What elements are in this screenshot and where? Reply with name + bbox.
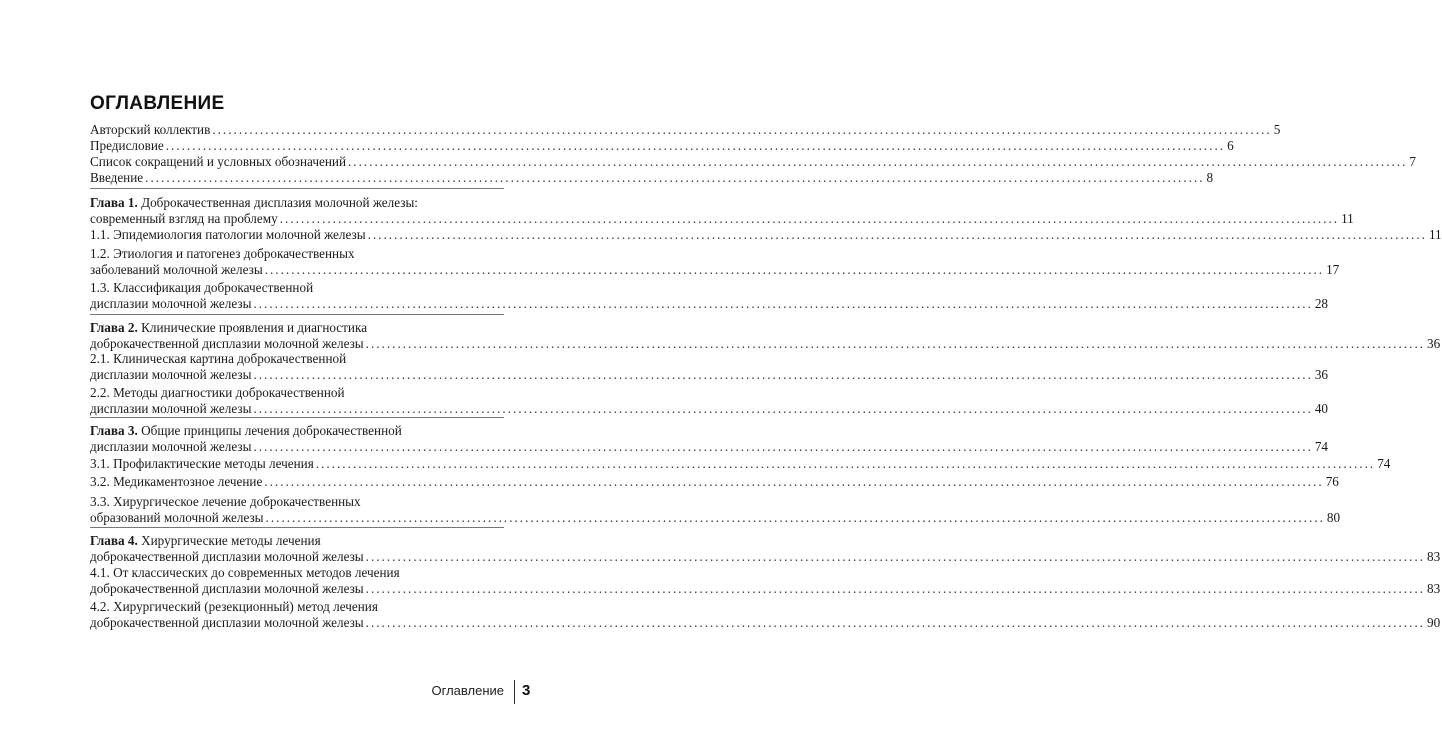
divider bbox=[90, 314, 504, 315]
page-ref: 11 bbox=[1428, 227, 1442, 242]
page-ref: 28 bbox=[1314, 296, 1328, 311]
page-ref: 5 bbox=[1273, 122, 1281, 137]
toc-section-3-2[interactable]: 3.2. Медикаментозное лечение ........................................................................................................................................................................................................ 76 bbox=[90, 474, 1339, 489]
chapter-label: Глава 3. bbox=[90, 423, 138, 438]
leader-dots: ........................................................................................................................................................................................................ bbox=[365, 549, 1426, 564]
page-ref: 11 bbox=[1341, 211, 1354, 226]
toc-entry-introduction[interactable]: Введение ........................................................................................................................................................................................................ 8 bbox=[90, 170, 1214, 185]
leader-dots: ........................................................................................................................................................................................................ bbox=[365, 581, 1426, 596]
page-ref: 90 bbox=[1427, 615, 1441, 630]
page-ref: 8 bbox=[1206, 170, 1214, 185]
page-footer bbox=[400, 680, 540, 704]
divider bbox=[90, 417, 504, 418]
page-ref: 7 bbox=[1409, 154, 1416, 169]
toc-chapter-4[interactable]: Глава 4. Хирургические методы лечения доброкачественной дисплазии молочной железы ........................................................................................................................................................................................................ 83 bbox=[90, 533, 1441, 564]
toc-chapter-2[interactable]: Глава 2. Клинические проявления и диагностика доброкачественной дисплазии молочной железы ........................................................................................................................................................................................................ 36 bbox=[90, 320, 1441, 351]
leader-dots: ........................................................................................................................................................................................................ bbox=[265, 510, 1325, 525]
running-footer-label: Оглавление bbox=[431, 683, 504, 698]
leader-dots: ........................................................................................................................................................................................................ bbox=[365, 336, 1426, 351]
page-ref: 83 bbox=[1427, 581, 1441, 596]
page-ref: 40 bbox=[1314, 401, 1328, 416]
leader-dots: ........................................................................................................................................................................................................ bbox=[145, 170, 1205, 185]
toc-section-1-3[interactable]: 1.3. Классификация доброкачественной дисплазии молочной железы ........................................................................................................................................................................................................ 28 bbox=[90, 280, 1328, 311]
leader-dots: ........................................................................................................................................................................................................ bbox=[253, 401, 1313, 416]
toc-section-4-2[interactable]: 4.2. Хирургический (резекционный) метод лечения доброкачественной дисплазии молочной железы ........................................................................................................................................................................................................ 90 bbox=[90, 599, 1441, 630]
divider bbox=[90, 527, 504, 528]
page-ref: 36 bbox=[1427, 336, 1441, 351]
toc-section-4-1[interactable]: 4.1. От классических до современных методов лечения доброкачественной дисплазии молочной железы ........................................................................................................................................................................................................ 83 bbox=[90, 565, 1441, 596]
chapter-label: Глава 2. bbox=[90, 320, 138, 335]
leader-dots: ........................................................................................................................................................................................................ bbox=[165, 138, 1226, 153]
page-title: ОГЛАВЛЕНИЕ bbox=[90, 93, 225, 114]
toc-entry-preface[interactable]: Предисловие ........................................................................................................................................................................................................ 6 bbox=[90, 138, 1234, 153]
page-ref: 74 bbox=[1314, 439, 1328, 454]
page-ref: 76 bbox=[1325, 474, 1339, 489]
leader-dots: ........................................................................................................................................................................................................ bbox=[253, 296, 1313, 311]
chapter-label: Глава 1. bbox=[90, 195, 138, 210]
toc-section-1-2[interactable]: 1.2. Этиология и патогенез доброкачественных заболеваний молочной железы ........................................................................................................................................................................................................ 17 bbox=[90, 246, 1340, 277]
leader-dots: ........................................................................................................................................................................................................ bbox=[315, 456, 1376, 471]
leader-dots: ........................................................................................................................................................................................................ bbox=[264, 262, 1325, 277]
page-ref: 83 bbox=[1427, 549, 1441, 564]
toc-entry-authors[interactable]: Авторский коллектив ........................................................................................................................................................................................................ 5 bbox=[90, 122, 1281, 137]
leader-dots: ........................................................................................................................................................................................................ bbox=[348, 154, 1408, 169]
page-ref: 17 bbox=[1326, 262, 1340, 277]
leader-dots: ........................................................................................................................................................................................................ bbox=[279, 211, 1340, 226]
toc-section-3-3[interactable]: 3.3. Хирургическое лечение доброкачественных образований молочной железы ........................................................................................................................................................................................................ 80 bbox=[90, 494, 1341, 525]
page-number: 3 bbox=[522, 682, 531, 699]
leader-dots: ........................................................................................................................................................................................................ bbox=[212, 122, 1272, 137]
divider bbox=[90, 188, 504, 189]
footer-separator bbox=[514, 680, 515, 704]
toc-entry-abbreviations[interactable]: Список сокращений и условных обозначений ........................................................................................................................................................................................................ 7 bbox=[90, 154, 1416, 169]
toc-section-1-1[interactable]: 1.1. Эпидемиология патологии молочной железы ........................................................................................................................................................................................................ 11 bbox=[90, 227, 1442, 242]
toc-section-3-1[interactable]: 3.1. Профилактические методы лечения ........................................................................................................................................................................................................ 74 bbox=[90, 456, 1391, 471]
page-ref: 6 bbox=[1227, 138, 1234, 153]
toc-section-2-2[interactable]: 2.2. Методы диагностики доброкачественной дисплазии молочной железы ........................................................................................................................................................................................................ 40 bbox=[90, 385, 1328, 416]
leader-dots: ........................................................................................................................................................................................................ bbox=[264, 474, 1324, 489]
leader-dots: ........................................................................................................................................................................................................ bbox=[365, 615, 1426, 630]
toc-chapter-3[interactable]: Глава 3. Общие принципы лечения доброкачественной дисплазии молочной железы ........................................................................................................................................................................................................ 74 bbox=[90, 423, 1328, 454]
leader-dots: ........................................................................................................................................................................................................ bbox=[367, 227, 1427, 242]
leader-dots: ........................................................................................................................................................................................................ bbox=[253, 439, 1313, 454]
leader-dots: ........................................................................................................................................................................................................ bbox=[253, 367, 1313, 382]
toc-chapter-1[interactable]: Глава 1. Доброкачественная дисплазия молочной железы: современный взгляд на проблему ........................................................................................................................................................................................................ 11 bbox=[90, 195, 1354, 226]
chapter-label: Глава 4. bbox=[90, 533, 138, 548]
toc-section-2-1[interactable]: 2.1. Клиническая картина доброкачественной дисплазии молочной железы ........................................................................................................................................................................................................ 36 bbox=[90, 351, 1328, 382]
page-ref: 80 bbox=[1326, 510, 1341, 525]
page-ref: 74 bbox=[1377, 456, 1391, 471]
page-ref: 36 bbox=[1314, 367, 1328, 382]
